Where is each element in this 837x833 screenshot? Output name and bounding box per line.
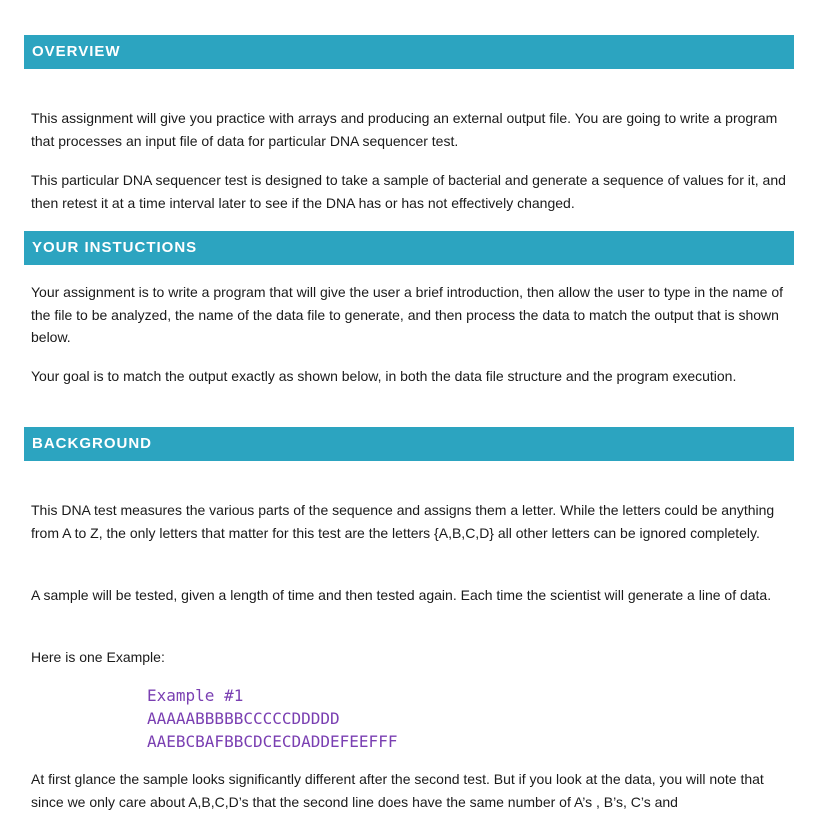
overview-heading: OVERVIEW bbox=[24, 35, 794, 69]
example-line-2: AAEBCBAFBBCDCECDADDEFEEFFF bbox=[147, 732, 398, 751]
background-heading: BACKGROUND bbox=[24, 427, 794, 461]
background-paragraph-4: At first glance the sample looks significantly different after the second test. But if you look at the data, you will note that since we only care about A,B,C,D’s that the second line does have the same number of A’s , B’s, C’s and bbox=[31, 771, 764, 810]
background-paragraph-3: Here is one Example: bbox=[31, 649, 165, 665]
overview-paragraph-2: This particular DNA sequencer test is designed to take a sample of bacterial and generate a sequence of values for it, and then retest it at a time interval later to see if the DNA has or has not effectively changed. bbox=[31, 172, 786, 211]
background-paragraph-1: This DNA test measures the various parts of the sequence and assigns them a letter. While the letters could be anything from A to Z, the only letters that matter for this test are the letters {A,B,C,D} all other letters can be ignored completely. bbox=[31, 502, 775, 541]
instructions-heading: YOUR INSTUCTIONS bbox=[24, 231, 794, 265]
overview-paragraph-1: This assignment will give you practice with arrays and producing an external output file. You are going to write a program that processes an input file of data for particular DNA sequencer test. bbox=[31, 110, 778, 149]
example-line-1: AAAAABBBBBCCCCCDDDDD bbox=[147, 709, 340, 728]
instructions-paragraph-2: Your goal is to match the output exactly as shown below, in both the data file structure and the program execution. bbox=[31, 368, 737, 384]
background-paragraph-2: A sample will be tested, given a length of time and then tested again. Each time the scientist will generate a line of data. bbox=[31, 587, 772, 603]
example-title: Example #1 bbox=[147, 686, 244, 705]
instructions-paragraph-1: Your assignment is to write a program that will give the user a brief introduction, then allow the user to type in the name of the file to be analyzed, the name of the data file to generate, and then process the data to match the output that is shown below. bbox=[31, 284, 783, 345]
